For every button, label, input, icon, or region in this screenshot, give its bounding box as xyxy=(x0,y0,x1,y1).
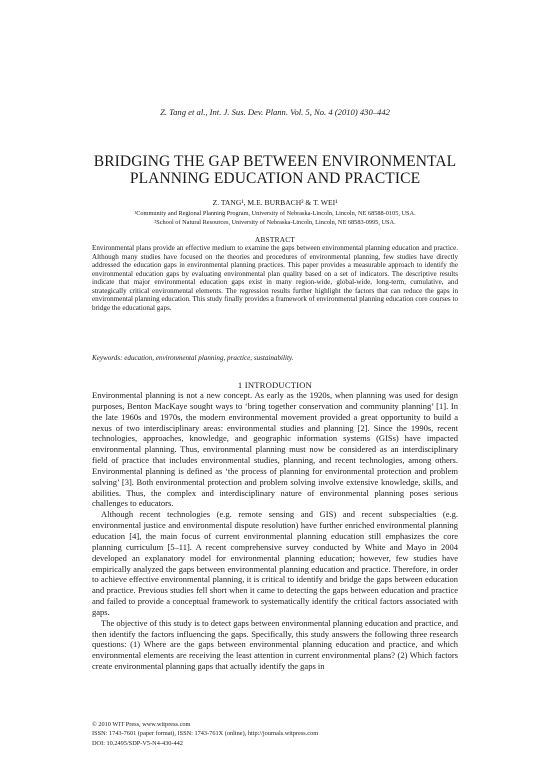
footer-copyright: © 2010 WIT Press, www.witpress.com xyxy=(92,721,191,728)
keywords-label: Keywords: xyxy=(92,354,123,362)
section-heading: 1 INTRODUCTION xyxy=(237,380,313,390)
keywords-text: education, environmental planning, practice, sustainability. xyxy=(124,354,294,362)
paper-title xyxy=(0,153,550,187)
keywords xyxy=(92,354,458,363)
paragraph-2: Although recent technologies (e.g. remote sensing and GIS) and recent subspecialties (e.g. environmental justice and environmental dispute resolution) have further enriched environmental planning education [4], the main focus of current environmental planning education still emphasizes the core planning curriculum [5–11]. A recent comprehensive survey conducted by White and Mayo in 2004 developed an explanatory model for environmental planning education; however, few studies have empirically analyzed the gaps between environmental planning education and practice. Therefore, in order to achieve effective environmental planning, it is critical to identify and bridge the gaps between education and practice. Previous studies fell short when it came to detecting the gaps between education and practice and failed to provide a conceptual framework to systematically identify the critical factors associated with gaps. xyxy=(92,509,458,617)
author-list: Z. TANG¹, M.E. BURBACH² & T. WEI¹ xyxy=(212,198,338,207)
paragraph-1: Environmental planning is not a new concept. As early as the 1920s, when planning was used for design purposes, Benton MacKaye sought ways to ‘bring together conservation and community planning’ [1]. In the late 1960s and 1970s, the modern environmental movement provided a great opportunity to build a nexus of two interdisciplinary areas: environmental studies and planning [2]. Since the 1990s, recent technologies, approaches, knowledge, and geographic information systems (GISs) have impacted environmental planning. Thus, environmental planning must now be considered as an interdisciplinary field of practice that includes environmental studies, planning, and recent technologies, among others. Environmental planning is defined as ‘the process of planning for environmental protection and problem solving’ [3]. Both environmental protection and problem solving involve extensive knowledge, skills, and abilities. Thus, the complex and interdisciplinary nature of environmental planning poses serious challenges to educators. xyxy=(92,390,458,509)
footer-doi: DOI: 10.2495/SDP-V5-N4-430-442 xyxy=(92,739,183,747)
running-head: Z. Tang et al., Int. J. Sus. Dev. Plann. Vol. 5, No. 4 (2010) 430–442 xyxy=(160,107,390,117)
affiliation-2: ²School of Natural Resources, University of Nebraska-Lincoln, Lincoln, NE 68583-0995, USA. xyxy=(154,219,396,226)
title-line-1: BRIDGING THE GAP BETWEEN ENVIRONMENTAL xyxy=(93,153,457,170)
abstract-text: Environmental plans provide an effective medium to examine the gaps between environmental planning education and practice. Although many studies have focused on the theories and procedures of environmental planning, few studies have directly addressed the education gaps in environmental planning practices. This paper provides a measurable approach to identify the environmental education gaps by evaluating environmental plan quality based on a set of indicators. The descriptive results indicate that major environmental education gaps exist in many region-wide, global-wide, long-term, cumulative, and strategically critical environmental elements. The regression results further highlight the factors that can reduce the gaps in environmental planning education. This study finally provides a framework of environmental planning education core courses to bridge the educational gaps. xyxy=(92,244,458,312)
title-line-2: PLANNING EDUCATION AND PRACTICE xyxy=(129,170,421,187)
affiliation-1: ¹Community and Regional Planning Program, University of Nebraska-Lincoln, Lincoln, NE 68588-0105, USA. xyxy=(134,210,416,217)
footer-issn: ISSN: 1743-7601 (paper format), ISSN: 1743-761X (online), http://journals.witpress.com xyxy=(92,730,319,738)
abstract-heading: ABSTRACT xyxy=(254,235,296,244)
footer xyxy=(92,720,458,748)
paragraph-3: The objective of this study is to detect gaps between environmental planning education and practice, and then identify the factors influencing the gaps. Specifically, this study answers the following three research questions: (1) Where are the gaps between environmental planning education and practice, and which environmental elements are receiving the least attention in current environmental plans? (2) Which factors create environmental planning gaps that actually identify the gaps in xyxy=(92,617,458,672)
body-text xyxy=(92,390,458,672)
